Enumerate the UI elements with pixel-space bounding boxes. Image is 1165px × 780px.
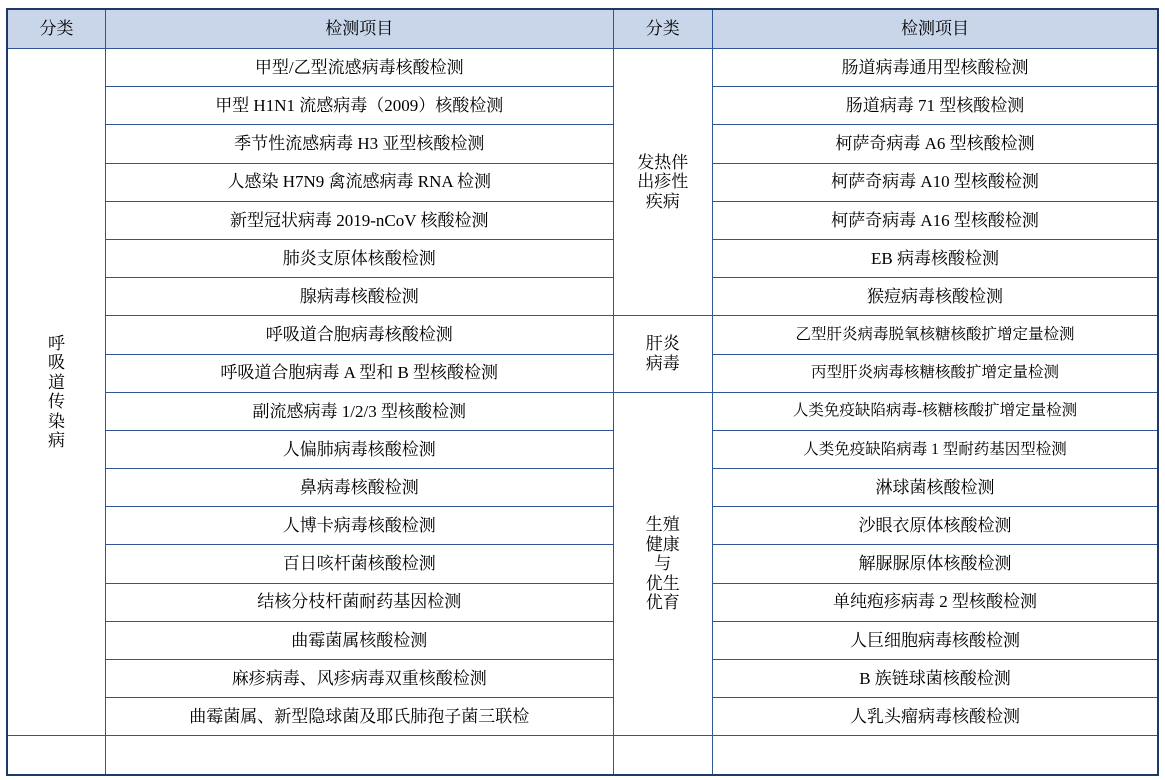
table-row [7,583,1158,621]
item-cell: 腺病毒核酸检测 [105,278,613,316]
table-header [7,9,1158,49]
header-category-left: 分类 [7,9,105,49]
table-row [7,354,1158,392]
item-cell [613,736,712,775]
item-cell: 沙眼衣原体核酸检测 [713,507,1159,545]
category-line: 病毒 [645,354,680,373]
category-cell-fever-rash [613,49,712,316]
item-cell: 猴痘病毒核酸检测 [713,278,1159,316]
table-row-partial [7,736,1158,775]
table-row [7,278,1158,316]
item-cell: 甲型/乙型流感病毒核酸检测 [105,49,613,87]
table-row [7,621,1158,659]
category-char: 病 [47,431,65,451]
table-row [7,430,1158,468]
category-char: 传 [47,392,65,412]
item-cell: 柯萨奇病毒 A16 型核酸检测 [713,201,1159,239]
category-line: 与 [654,554,672,574]
category-line: 出疹性 [637,172,689,192]
item-cell: 新型冠状病毒 2019-nCoV 核酸检测 [105,201,613,239]
item-cell: 淋球菌核酸检测 [713,469,1159,507]
table-row [7,507,1158,545]
category-char: 呼 [47,333,65,353]
item-cell: 肠道病毒通用型核酸检测 [713,49,1159,87]
header-row [7,9,1158,49]
item-cell: 百日咳杆菌核酸检测 [105,545,613,583]
item-cell: 曲霉菌属、新型隐球菌及耶氏肺孢子菌三联检 [105,698,613,736]
item-cell: 麻疹病毒、风疹病毒双重核酸检测 [105,660,613,698]
item-cell: 肠道病毒 71 型核酸检测 [713,87,1159,125]
table-row [7,125,1158,163]
item-cell: 解脲脲原体核酸检测 [713,545,1159,583]
table-row [7,163,1158,201]
item-cell: 季节性流感病毒 H3 亚型核酸检测 [105,125,613,163]
table-row [7,660,1158,698]
category-cell-hepatitis [613,316,712,392]
category-line: 健康 [645,534,680,554]
item-cell: 结核分枝杆菌耐药基因检测 [105,583,613,621]
item-cell: 柯萨奇病毒 A10 型核酸检测 [713,163,1159,201]
item-cell: 人感染 H7N9 禽流感病毒 RNA 检测 [105,163,613,201]
item-cell: EB 病毒核酸检测 [713,239,1159,277]
item-cell: 人偏肺病毒核酸检测 [105,430,613,468]
item-cell: 人乳头瘤病毒核酸检测 [713,698,1159,736]
detection-items-table [6,8,1159,776]
item-cell: 人博卡病毒核酸检测 [105,507,613,545]
item-cell: 乙型肝炎病毒脱氧核糖核酸扩增定量检测 [713,316,1159,354]
item-cell: 曲霉菌属核酸检测 [105,621,613,659]
item-cell [105,736,613,775]
table-row [7,49,1158,87]
table-row [7,469,1158,507]
table-row [7,698,1158,736]
category-char: 染 [47,411,65,431]
category-line: 发热伴 [637,152,689,172]
table-row [7,392,1158,430]
category-line: 优育 [645,593,680,613]
header-item-left: 检测项目 [105,9,613,49]
category-line: 生殖 [645,515,680,535]
item-cell: 呼吸道合胞病毒 A 型和 B 型核酸检测 [105,354,613,392]
table-body [7,49,1158,775]
category-line: 肝炎 [645,334,680,354]
item-cell: 丙型肝炎病毒核糖核酸扩增定量检测 [713,354,1159,392]
item-cell: 人类免疫缺陷病毒-核糖核酸扩增定量检测 [713,392,1159,430]
category-cell-respiratory [7,49,105,736]
item-cell [7,736,105,775]
item-cell: 副流感病毒 1/2/3 型核酸检测 [105,392,613,430]
table-row [7,316,1158,354]
table-row [7,545,1158,583]
table-row [7,201,1158,239]
item-cell: 柯萨奇病毒 A6 型核酸检测 [713,125,1159,163]
item-cell: 甲型 H1N1 流感病毒（2009）核酸检测 [105,87,613,125]
item-cell: 单纯疱疹病毒 2 型核酸检测 [713,583,1159,621]
table-row [7,239,1158,277]
header-category-right: 分类 [613,9,712,49]
item-cell: 肺炎支原体核酸检测 [105,239,613,277]
item-cell: 呼吸道合胞病毒核酸检测 [105,316,613,354]
item-cell: 人巨细胞病毒核酸检测 [713,621,1159,659]
category-char: 吸 [47,353,65,373]
header-item-right: 检测项目 [713,9,1159,49]
category-cell-reproductive [613,392,712,736]
category-line: 疾病 [645,191,680,211]
category-char: 道 [47,372,65,392]
item-cell: 鼻病毒核酸检测 [105,469,613,507]
item-cell: B 族链球菌核酸检测 [713,660,1159,698]
table-row [7,87,1158,125]
category-line: 优生 [645,573,680,593]
item-cell: 人类免疫缺陷病毒 1 型耐药基因型检测 [713,430,1159,468]
